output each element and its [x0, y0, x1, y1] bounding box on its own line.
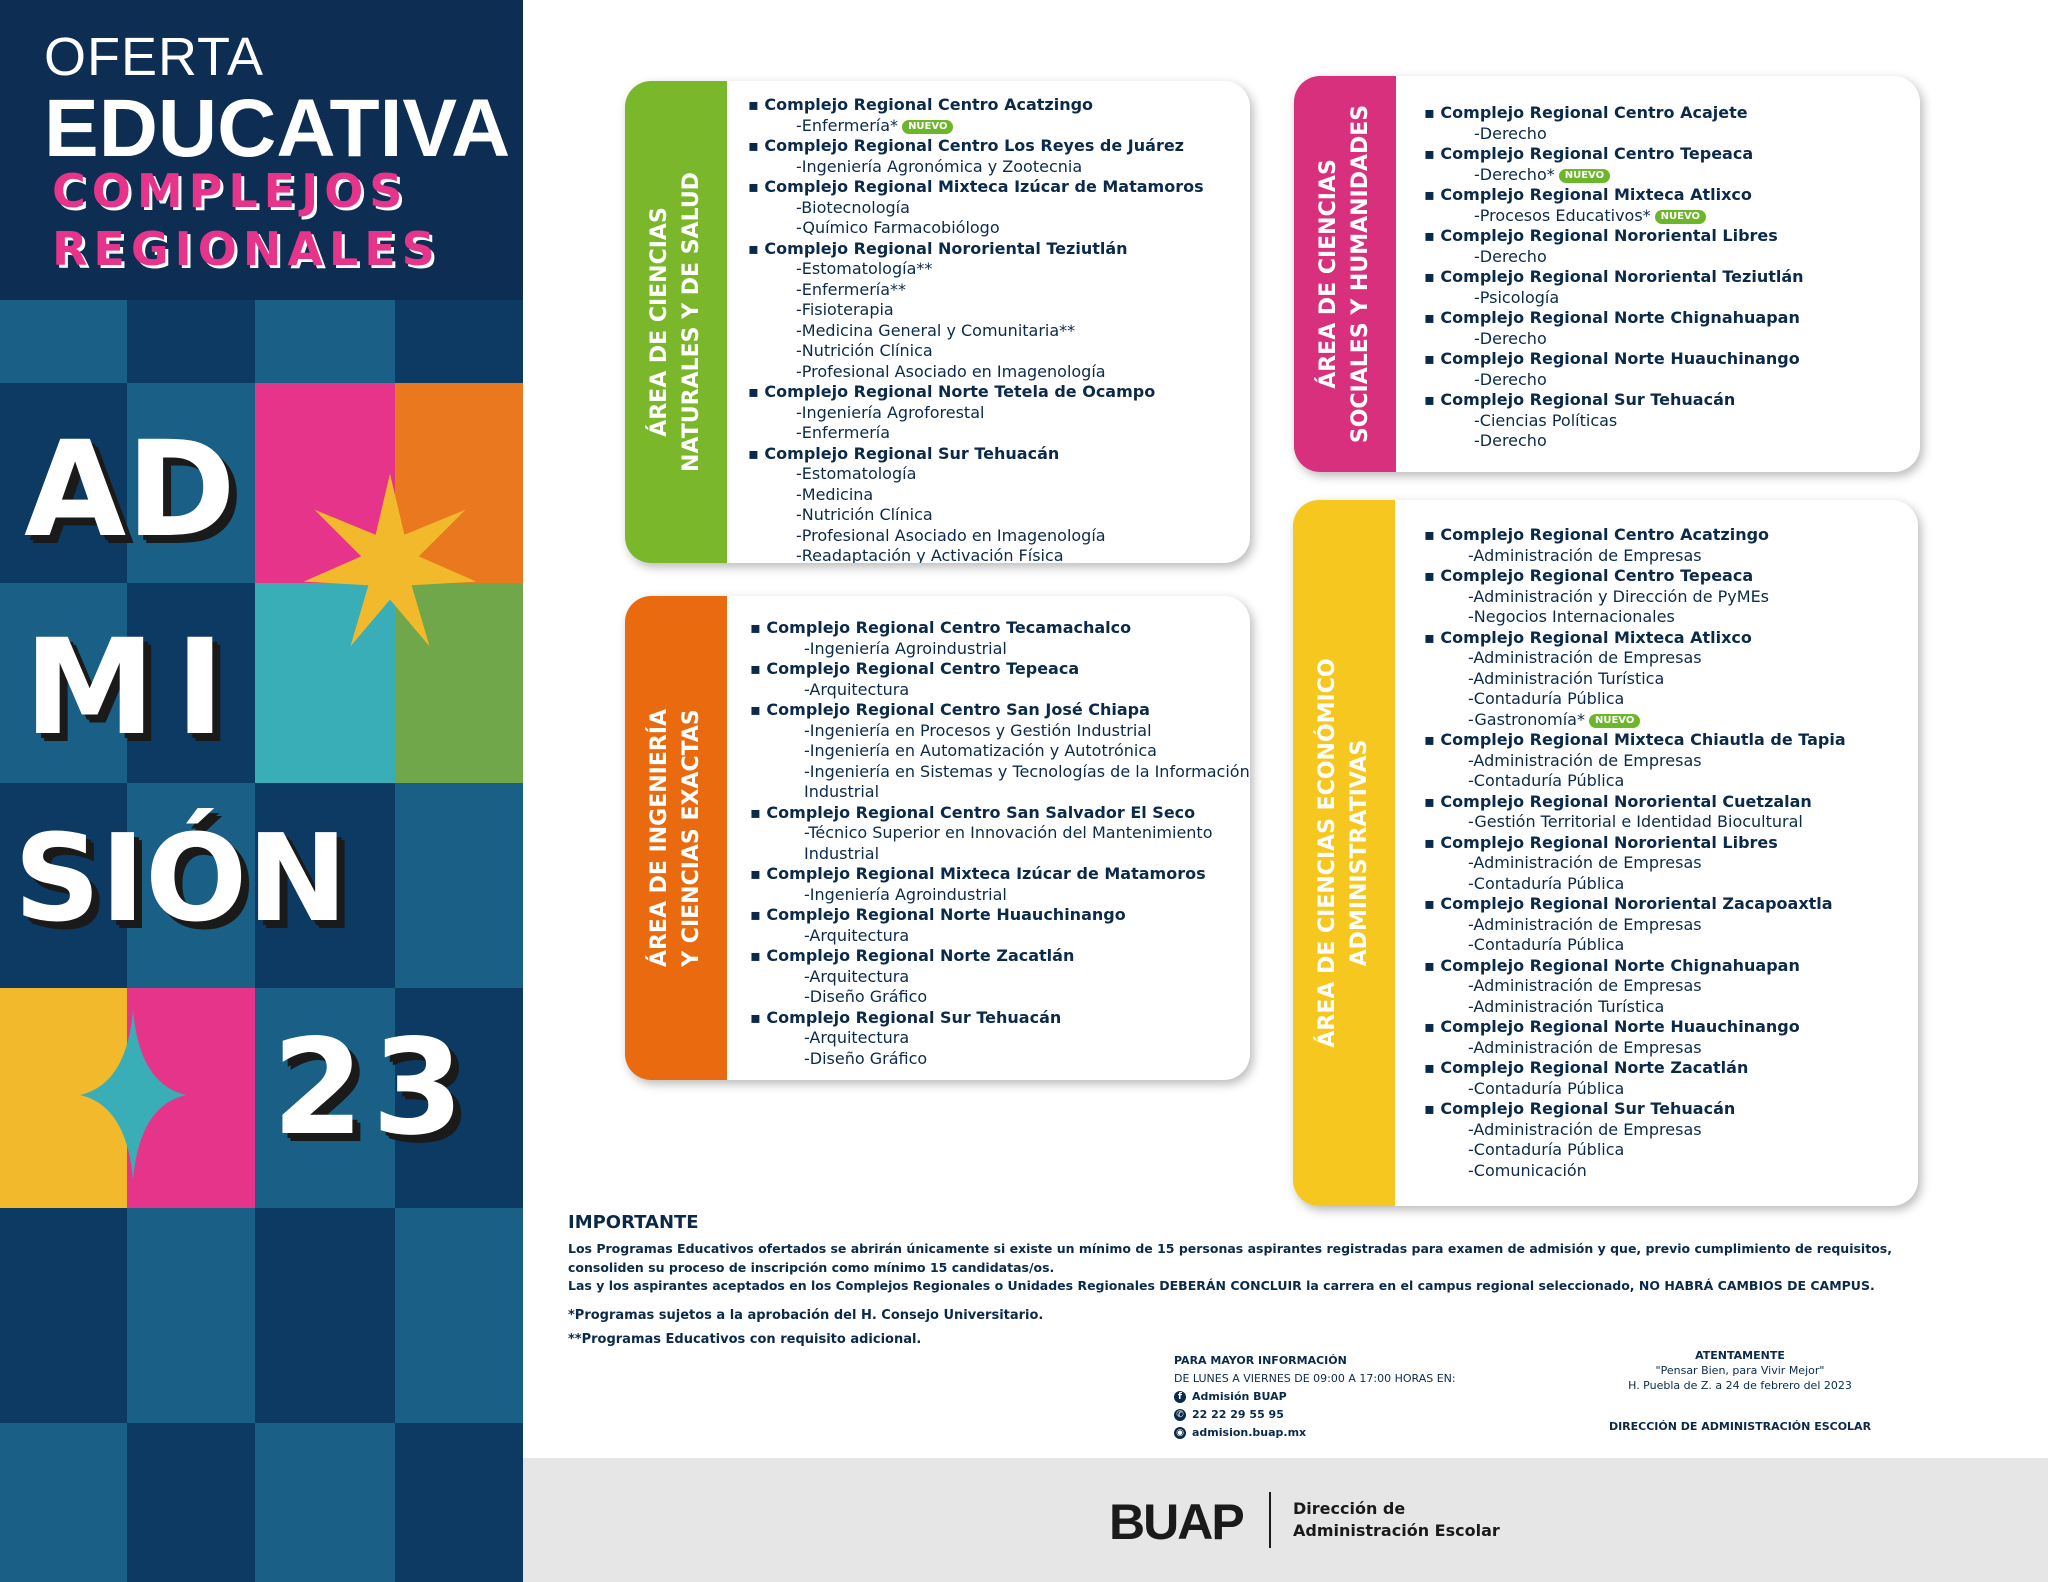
program-item — [750, 926, 1250, 947]
tile — [255, 1208, 395, 1423]
program-name: -Gestión Territorial e Identidad Biocultural — [1468, 812, 1803, 831]
program-name: -Derecho — [1474, 369, 1547, 389]
tile — [395, 1423, 523, 1582]
program-item — [750, 680, 1250, 701]
program-item — [748, 485, 1204, 506]
campus-name: ▪ Complejo Regional Norte Huauchinango — [1424, 1017, 1846, 1038]
program-item — [1424, 1161, 1846, 1182]
program-name: -Administración Turística — [1468, 996, 1665, 1016]
campus-name: ▪ Complejo Regional Centro Tepeaca — [750, 659, 1250, 680]
admision-row-4: 23 — [272, 1011, 472, 1165]
program-item — [1424, 1079, 1846, 1100]
footer — [523, 1458, 2048, 1582]
program-name: -Administración de Empresas — [1468, 976, 1702, 995]
area-label — [1312, 658, 1376, 1047]
program-name: -Ingeniería Agroforestal — [796, 402, 985, 422]
area-band — [1294, 76, 1396, 472]
program-item — [1424, 124, 1804, 145]
program-name: -Administración de Empresas — [1468, 853, 1702, 872]
program-name: -Arquitectura — [804, 1028, 910, 1047]
program-name: -Ingeniería en Automatización y Autotrónica — [804, 741, 1157, 760]
program-item — [1424, 1140, 1846, 1161]
area-label-line-2: SOCIALES Y HUMANIDADES — [1348, 104, 1373, 444]
campus-name: ▪ Complejo Regional Centro Tepeaca — [1424, 566, 1846, 587]
program-name: -Enfermería — [796, 423, 891, 442]
new-badge: NUEVO — [1655, 210, 1706, 224]
program-item — [1424, 935, 1846, 956]
program-item — [750, 1049, 1250, 1070]
campus-name: ▪ Complejo Regional Mixteca Izúcar de Matamoros — [750, 864, 1250, 885]
title-educativa: EDUCATIVA — [44, 83, 511, 174]
program-name: -Comunicación — [1468, 1160, 1587, 1180]
program-item — [1424, 247, 1804, 268]
campus-name: ▪ Complejo Regional Centro Los Reyes de Juárez — [748, 136, 1204, 157]
tile — [255, 1423, 395, 1582]
program-item — [1424, 165, 1804, 186]
program-name: -Ingeniería en Sistemas y Tecnologías de la Información — [804, 761, 1250, 781]
campus-name: ▪ Complejo Regional Centro San Salvador El Seco — [750, 803, 1250, 824]
campus-name: ▪ Complejo Regional Norte Tetela de Ocampo — [748, 382, 1204, 403]
program-item — [748, 321, 1204, 342]
program-item — [748, 157, 1204, 178]
program-item — [750, 885, 1250, 906]
program-name: -Derecho — [1474, 246, 1547, 266]
program-name: -Enfermería* — [796, 115, 899, 135]
tile — [395, 783, 523, 988]
program-name: -Nutrición Clínica — [796, 505, 933, 524]
admision-row-2: MI — [24, 611, 245, 765]
campus-name: ▪ Complejo Regional Sur Tehuacán — [750, 1008, 1250, 1029]
admision-row-1: AD — [24, 413, 236, 567]
tile — [0, 300, 127, 383]
campus-name: ▪ Complejo Regional Centro Acajete — [1424, 103, 1804, 124]
program-item — [750, 967, 1250, 988]
area-label-line-1: ÁREA DE CIENCIAS ECONÓMICO — [1315, 658, 1341, 1048]
new-badge: NUEVO — [1559, 169, 1610, 183]
program-item — [1424, 874, 1846, 895]
program-item — [748, 403, 1204, 424]
area-band — [625, 596, 727, 1080]
program-name: -Químico Farmacobiólogo — [796, 218, 1000, 237]
area-label — [1313, 105, 1377, 443]
program-item — [1424, 997, 1846, 1018]
program-item — [1424, 411, 1804, 432]
left-panel — [0, 0, 523, 1582]
program-name: -Contaduría Pública — [1468, 771, 1625, 790]
program-item — [1424, 329, 1804, 350]
footer-department-line-1: Dirección de — [1293, 1499, 1406, 1518]
website-link[interactable] — [1174, 1424, 1456, 1442]
program-item — [1424, 812, 1846, 833]
campus-name: ▪ Complejo Regional Sur Tehuacán — [748, 444, 1204, 465]
tile — [0, 1423, 127, 1582]
program-name: -Procesos Educativos* — [1474, 205, 1651, 225]
facebook-link[interactable] — [1174, 1388, 1456, 1406]
program-name: -Nutrición Clínica — [796, 341, 933, 360]
program-name: -Diseño Gráfico — [804, 987, 928, 1006]
program-item — [1424, 1120, 1846, 1141]
facebook-label: Admisión BUAP — [1192, 1390, 1287, 1403]
campus-name: ▪ Complejo Regional Nororiental Libres — [1424, 226, 1804, 247]
program-name: -Gastronomía* — [1468, 709, 1585, 729]
program-name: -Profesional Asociado en Imagenología — [796, 361, 1106, 381]
campus-name: ▪ Complejo Regional Norte Huauchinango — [750, 905, 1250, 926]
program-name: -Medicina — [796, 484, 874, 504]
program-name: -Ingeniería en Procesos y Gestión Industrial — [804, 720, 1152, 740]
tile — [127, 1423, 255, 1582]
program-name: -Derecho — [1474, 123, 1547, 143]
new-badge: NUEVO — [902, 120, 953, 134]
program-name: -Arquitectura — [804, 925, 910, 945]
program-item — [1424, 976, 1846, 997]
program-name: -Ingeniería Agroindustrial — [804, 884, 1007, 904]
tile — [127, 300, 255, 383]
campus-list — [748, 95, 1204, 563]
tile — [395, 1208, 523, 1423]
program-item — [1424, 915, 1846, 936]
program-name: -Contaduría Pública — [1468, 1078, 1625, 1098]
importante-title: IMPORTANTE — [568, 1212, 699, 1233]
program-item — [1424, 587, 1846, 608]
area-label-line-1: ÁREA DE INGENIERÍA — [647, 708, 673, 968]
program-item — [748, 546, 1204, 563]
campus-name: ▪ Complejo Regional Mixteca Chiautla de Tapia — [1424, 730, 1846, 751]
campus-name: ▪ Complejo Regional Norte Zacatlán — [750, 946, 1250, 967]
program-name: -Readaptación y Activación Física — [796, 546, 1064, 563]
program-item — [1424, 648, 1846, 669]
footer-department-line-2: Administración Escolar — [1293, 1521, 1500, 1540]
campus-name: ▪ Complejo Regional Centro Tepeaca — [1424, 144, 1804, 165]
program-name: -Ciencias Políticas — [1474, 410, 1618, 430]
buap-logo: BUAP — [1109, 1494, 1243, 1550]
tile — [0, 1208, 127, 1423]
facebook-icon: f — [1174, 1391, 1186, 1403]
title-oferta: OFERTA — [44, 27, 265, 87]
program-item — [1424, 669, 1846, 690]
card-ciencias-salud — [625, 81, 1250, 563]
program-item — [750, 741, 1250, 762]
program-name: -Administración Turística — [1468, 668, 1665, 688]
program-name: -Ingeniería Agronómica y Zootecnia — [796, 156, 1083, 176]
program-item — [750, 639, 1250, 660]
program-item — [1424, 771, 1846, 792]
program-name: -Arquitectura — [804, 966, 910, 986]
footer-department — [1293, 1498, 1500, 1542]
area-label-line-2: NATURALES Y DE SALUD — [679, 172, 704, 472]
program-item — [748, 280, 1204, 301]
campus-name: ▪ Complejo Regional Mixteca Atlixco — [1424, 185, 1804, 206]
program-item — [1424, 607, 1846, 628]
program-name: -Administración de Empresas — [1468, 1119, 1702, 1139]
contact-info — [1174, 1352, 1456, 1442]
program-item — [1424, 370, 1804, 391]
campus-name: ▪ Complejo Regional Nororiental Cuetzalan — [1424, 792, 1846, 813]
program-item — [1424, 853, 1846, 874]
program-name: -Administración de Empresas — [1468, 545, 1702, 565]
campus-name: ▪ Complejo Regional Nororiental Teziutlán — [1424, 267, 1804, 288]
area-label-line-1: ÁREA DE CIENCIAS — [647, 207, 673, 437]
campus-name: ▪ Complejo Regional Norte Zacatlán — [1424, 1058, 1846, 1079]
program-item — [1424, 288, 1804, 309]
program-item — [750, 844, 1250, 865]
note-approval: *Programas sujetos a la aprobación del H. Consejo Universitario. — [568, 1308, 1044, 1323]
program-name: -Diseño Gráfico — [804, 1048, 928, 1068]
area-label — [644, 172, 708, 472]
campus-name: ▪ Complejo Regional Centro Acatzingo — [748, 95, 1204, 116]
program-name: -Contaduría Pública — [1468, 689, 1625, 708]
program-item — [1424, 546, 1846, 567]
program-item — [1424, 751, 1846, 772]
program-item — [750, 721, 1250, 742]
campus-list — [1424, 103, 1804, 452]
signature-motto: "Pensar Bien, para Vivir Mejor" — [1655, 1364, 1825, 1377]
card-ingenieria — [625, 596, 1250, 1080]
campus-list — [750, 618, 1250, 1069]
web-icon: ◉ — [1174, 1427, 1186, 1439]
campus-name: ▪ Complejo Regional Centro Acatzingo — [1424, 525, 1846, 546]
program-name: -Derecho — [1474, 328, 1547, 348]
program-name: -Derecho* — [1474, 164, 1555, 184]
program-name: -Contaduría Pública — [1468, 1140, 1625, 1159]
program-item — [1424, 1038, 1846, 1059]
program-name: -Administración de Empresas — [1468, 750, 1702, 770]
signature-date: H. Puebla de Z. a 24 de febrero del 2023 — [1628, 1379, 1852, 1392]
area-label-line-1: ÁREA DE CIENCIAS — [1316, 159, 1342, 389]
campus-name: ▪ Complejo Regional Nororiental Teziutlán — [748, 239, 1204, 260]
area-band — [625, 81, 727, 563]
program-item — [748, 259, 1204, 280]
program-name: -Fisioterapia — [796, 300, 894, 319]
signature-block — [1560, 1348, 1920, 1434]
card-ciencias-sociales — [1294, 76, 1920, 472]
campus-name: ▪ Complejo Regional Centro Tecamachalco — [750, 618, 1250, 639]
importante-paragraph-1: Los Programas Educativos ofertados se abrirán únicamente si existe un mínimo de 15 personas aspirantes registradas para examen de admisión y que, previo cumplimiento de requisitos, consoliden su proceso de inscripción como mínimo 15 candidatas/os. — [568, 1241, 1892, 1275]
card-economico-administrativas — [1293, 500, 1918, 1206]
area-label — [644, 709, 708, 967]
tile — [127, 1208, 255, 1423]
campus-name: ▪ Complejo Regional Sur Tehuacán — [1424, 1099, 1846, 1120]
program-item — [750, 823, 1250, 844]
program-item — [1424, 689, 1846, 710]
program-name: Industrial — [804, 782, 880, 801]
phone-link[interactable] — [1174, 1406, 1456, 1424]
program-item — [750, 987, 1250, 1008]
phone-label: 22 22 29 55 95 — [1192, 1408, 1284, 1421]
area-label-line-2: Y CIENCIAS EXACTAS — [679, 709, 704, 967]
campus-name: ▪ Complejo Regional Nororiental Zacapoaxtla — [1424, 894, 1846, 915]
new-badge: NUEVO — [1589, 714, 1640, 728]
signature-office: DIRECCIÓN DE ADMINISTRACIÓN ESCOLAR — [1608, 1420, 1872, 1433]
signature-title: ATENTAMENTE — [1695, 1349, 1785, 1362]
program-name: -Biotecnología — [796, 197, 910, 217]
program-item — [750, 1028, 1250, 1049]
campus-name: ▪ Complejo Regional Mixteca Izúcar de Matamoros — [748, 177, 1204, 198]
program-item — [748, 341, 1204, 362]
program-name: -Administración y Dirección de PyMEs — [1468, 586, 1770, 606]
campus-name: ▪ Complejo Regional Norte Chignahuapan — [1424, 956, 1846, 977]
campus-name: ▪ Complejo Regional Sur Tehuacán — [1424, 390, 1804, 411]
area-band — [1293, 500, 1395, 1206]
program-name: -Derecho — [1474, 431, 1547, 450]
footer-divider — [1269, 1492, 1271, 1548]
program-name: -Contaduría Pública — [1468, 935, 1625, 954]
contact-hours: DE LUNES A VIERNES DE 09:00 A 17:00 HORAS EN: — [1174, 1372, 1456, 1385]
program-item — [748, 526, 1204, 547]
phone-icon: ✆ — [1174, 1409, 1186, 1421]
program-item — [748, 464, 1204, 485]
campus-name: ▪ Complejo Regional Mixteca Atlixco — [1424, 628, 1846, 649]
program-name: Industrial — [804, 843, 880, 863]
program-name: -Contaduría Pública — [1468, 873, 1625, 893]
program-name: -Medicina General y Comunitaria** — [796, 320, 1076, 340]
website-label: admision.buap.mx — [1192, 1426, 1307, 1439]
program-item — [748, 423, 1204, 444]
sparkle-icon — [78, 1010, 188, 1180]
program-item — [750, 782, 1250, 803]
program-item — [748, 505, 1204, 526]
program-name: -Técnico Superior en Innovación del Mantenimiento — [804, 823, 1213, 842]
campus-name: ▪ Complejo Regional Centro San José Chiapa — [750, 700, 1250, 721]
title-complejos: COMPLEJOS — [52, 164, 409, 218]
program-item — [748, 198, 1204, 219]
program-item — [748, 116, 1204, 137]
tile — [255, 300, 395, 383]
program-name: -Arquitectura — [804, 679, 910, 699]
importante-paragraph-2: Las y los aspirantes aceptados en los Complejos Regionales o Unidades Regionales DEBERÁN CONCLUIR la carrera en el campus regional seleccionado, NO HABRÁ CAMBIOS DE CAMPUS. — [568, 1278, 1875, 1293]
program-name: -Administración de Empresas — [1468, 914, 1702, 934]
campus-name: ▪ Complejo Regional Nororiental Libres — [1424, 833, 1846, 854]
program-item — [748, 218, 1204, 239]
campus-name: ▪ Complejo Regional Norte Huauchinango — [1424, 349, 1804, 370]
program-item — [1424, 431, 1804, 452]
program-item — [748, 300, 1204, 321]
note-additional-requirement: **Programas Educativos con requisito adicional. — [568, 1332, 922, 1347]
program-name: -Estomatología** — [796, 259, 933, 278]
campus-name: ▪ Complejo Regional Norte Chignahuapan — [1424, 308, 1804, 329]
area-label-line-2: ADMINISTRATIVAS — [1347, 739, 1372, 967]
title-regionales: REGIONALES — [52, 222, 441, 276]
campus-list — [1424, 525, 1846, 1181]
program-item — [748, 362, 1204, 383]
program-name: -Administración de Empresas — [1468, 648, 1702, 667]
program-name: -Enfermería** — [796, 279, 907, 299]
program-item — [1424, 710, 1846, 731]
star-icon — [300, 470, 480, 650]
program-name: -Ingeniería Agroindustrial — [804, 638, 1007, 658]
program-name: -Administración de Empresas — [1468, 1037, 1702, 1057]
admision-row-3: SIÓN — [14, 810, 348, 949]
importante-text — [568, 1240, 1908, 1296]
contact-title: PARA MAYOR INFORMACIÓN — [1174, 1354, 1347, 1367]
program-name: -Negocios Internacionales — [1468, 607, 1675, 626]
program-item — [750, 762, 1250, 783]
program-name: -Profesional Asociado en Imagenología — [796, 525, 1106, 545]
program-name: -Psicología — [1474, 287, 1560, 307]
program-name: -Estomatología — [796, 464, 917, 483]
program-item — [1424, 206, 1804, 227]
tile — [395, 300, 523, 383]
